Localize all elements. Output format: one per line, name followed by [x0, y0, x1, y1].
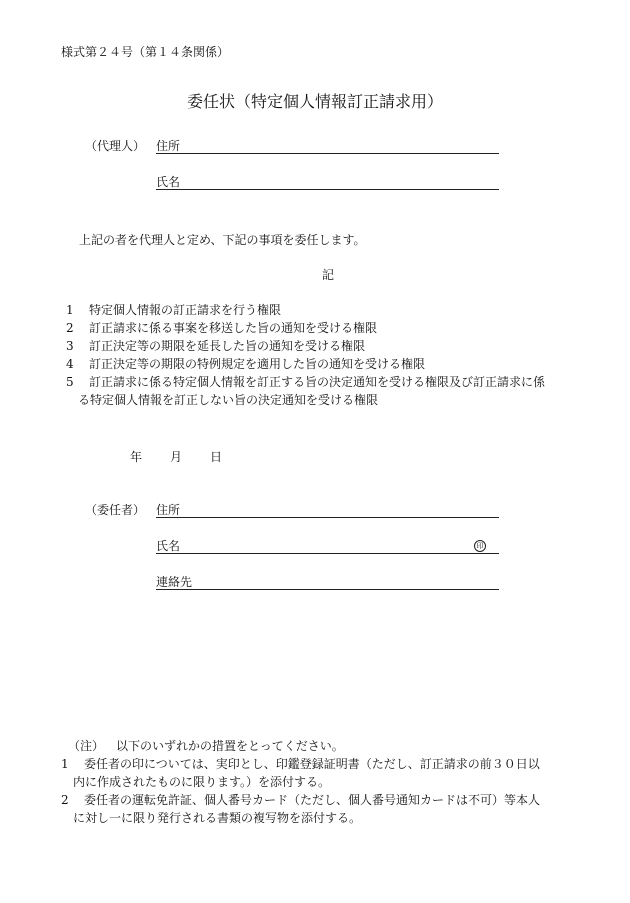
ki-heading: 記	[322, 268, 335, 282]
item-text-continued: る特定個人情報を訂正しない旨の決定通知を受ける権限	[78, 393, 379, 407]
notes-heading-label: （注）	[68, 739, 105, 753]
principal-contact-label: 連絡先	[156, 575, 193, 589]
notes-heading: 以下のいずれかの措置をとってください。	[116, 739, 344, 753]
principal-name-line[interactable]	[156, 553, 499, 554]
item-number: 3	[66, 339, 74, 353]
note-text: 委任者の印については、実印とし、印鑑登録証明書（ただし、訂正請求の前３０日以	[84, 757, 540, 771]
date-month-label: 月	[170, 450, 183, 464]
delegation-statement: 上記の者を代理人と定め、下記の事項を委任します。	[79, 233, 366, 247]
note-text-continued: 内に作成されたものに限ります。）を添付する。	[73, 775, 331, 789]
date-year-label: 年	[130, 450, 143, 464]
item-text: 特定個人情報の訂正請求を行う権限	[89, 303, 282, 317]
form-number: 様式第２４号（第１４条関係）	[61, 45, 230, 59]
agent-name-label: 氏名	[156, 175, 181, 189]
note-text-continued: に対し一に限り発行される書類の複写物を添付する。	[73, 811, 362, 825]
agent-section-label: （代理人）	[85, 139, 146, 153]
item-text: 訂正決定等の期限の特例規定を適用した旨の通知を受ける権限	[89, 357, 426, 371]
item-number: 1	[66, 303, 74, 317]
document-title: 委任状（特定個人情報訂正請求用）	[186, 92, 443, 111]
item-number: 5	[66, 375, 74, 389]
agent-address-label: 住所	[156, 139, 181, 153]
principal-name-label: 氏名	[156, 539, 181, 553]
principal-address-line[interactable]	[156, 517, 499, 518]
note-number: 1	[61, 757, 69, 771]
note-number: 2	[61, 793, 69, 807]
principal-contact-line[interactable]	[156, 589, 499, 590]
item-number: 4	[66, 357, 74, 371]
principal-address-label: 住所	[156, 503, 181, 517]
item-text: 訂正請求に係る特定個人情報を訂正する旨の決定通知を受ける権限及び訂正請求に係	[89, 375, 546, 389]
item-text: 訂正決定等の期限を延長した旨の通知を受ける権限	[89, 339, 366, 353]
item-text: 訂正請求に係る事案を移送した旨の通知を受ける権限	[89, 321, 378, 335]
date-day-label: 日	[210, 450, 223, 464]
seal-mark: 印	[474, 540, 486, 552]
agent-name-line[interactable]	[156, 189, 499, 190]
item-number: 2	[66, 321, 74, 335]
principal-section-label: （委任者）	[85, 503, 146, 517]
note-text: 委任者の運転免許証、個人番号カード（ただし、個人番号通知カードは不可）等本人	[84, 793, 541, 807]
agent-address-line[interactable]	[156, 153, 499, 154]
